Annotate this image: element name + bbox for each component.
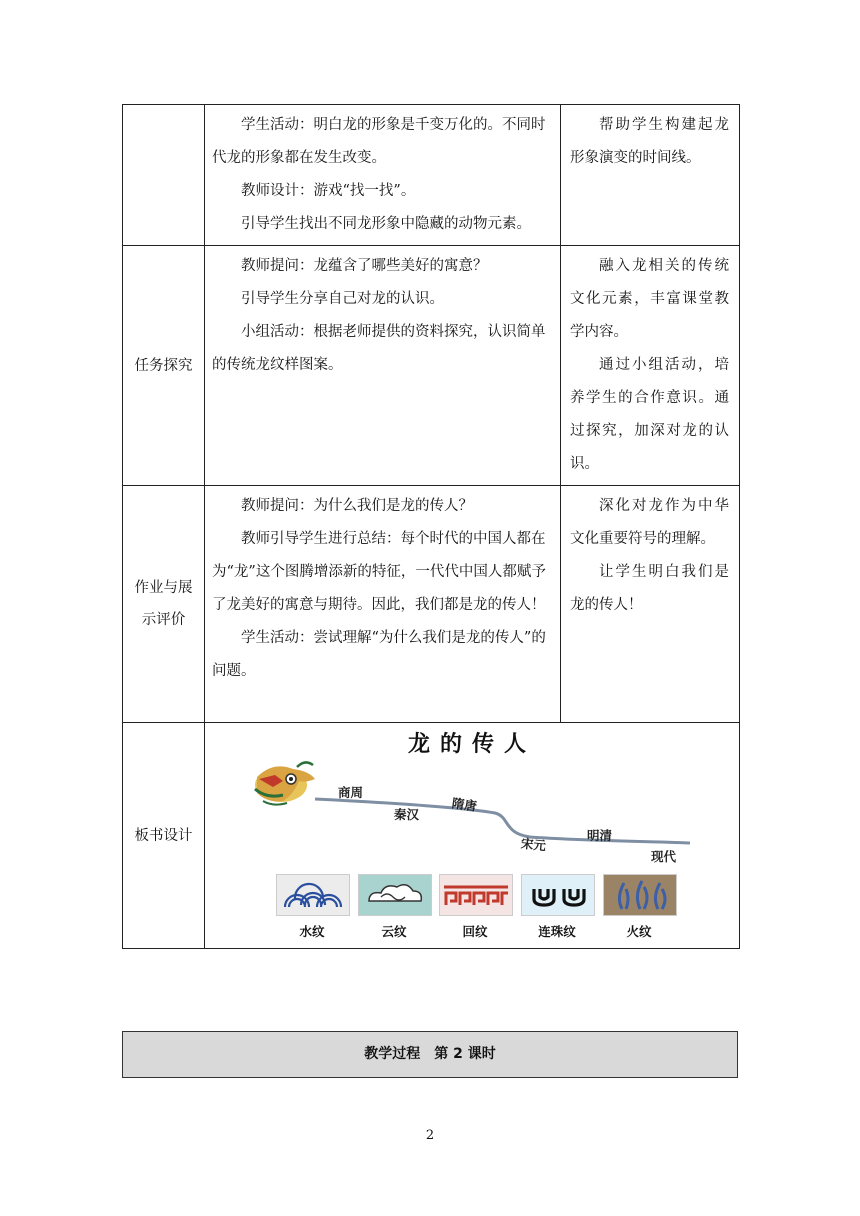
stage-cell: [123, 105, 205, 246]
era-label: 明清: [587, 828, 613, 843]
purpose-cell: [561, 246, 740, 486]
fire-icon: [604, 875, 676, 915]
purpose-text: 深化对龙作为中华文化重要符号的理解。: [570, 498, 729, 547]
stage-label: 板书设计: [134, 827, 193, 844]
activity-text: 引导学生分享自己对龙的认识。: [241, 291, 444, 307]
activity-cell: [205, 486, 561, 723]
cloud-icon: [359, 875, 431, 915]
cloud-pattern-tile: [358, 874, 432, 916]
pattern-caption: 云纹: [381, 924, 407, 939]
bead-pattern-tile: [521, 874, 595, 916]
purpose-text: 帮助学生构建起龙形象演变的时间线。: [570, 117, 729, 166]
board-title: 龙的传人: [407, 732, 536, 757]
stage-label: 任务探究: [134, 357, 193, 374]
board-design: [205, 723, 739, 948]
activity-cell: [205, 105, 561, 246]
activity-cell: [205, 246, 561, 486]
activity-text: 引导学生找出不同龙形象中隐藏的动物元素。: [241, 216, 531, 232]
section-banner: 教学过程 第 2 课时: [122, 1031, 738, 1078]
water-pattern-tile: [276, 874, 350, 916]
era-label: 商周: [338, 785, 364, 800]
bead-icon: [522, 875, 594, 915]
fret-icon: [440, 875, 512, 915]
activity-text: 学生活动：尝试理解“为什么我们是龙的传人”的问题。: [212, 630, 546, 679]
page-number: 2: [425, 1128, 435, 1143]
timeline-curve: [315, 799, 690, 843]
stage-cell: [123, 723, 205, 949]
pattern-caption: 连珠纹: [538, 924, 576, 939]
table-row: [123, 486, 740, 723]
board-design-cell: [205, 723, 740, 949]
era-label: 隋唐: [451, 795, 478, 814]
lesson-table: [122, 104, 740, 949]
fret-pattern-tile: [439, 874, 513, 916]
activity-text: 教师引导学生进行总结：每个时代的中国人都在为“龙”这个图腾增添新的特征，一代代中国人都赋予了龙美好的寓意与期待。因此，我们都是龙的传人！: [212, 531, 546, 613]
water-wave-icon: [277, 875, 349, 915]
activity-text: 教师设计：游戏“找一找”。: [241, 183, 416, 199]
purpose-cell: [561, 486, 740, 723]
era-label: 秦汉: [394, 807, 420, 822]
era-label: 现代: [651, 849, 677, 864]
activity-text: 教师提问：龙蕴含了哪些美好的寓意？: [241, 258, 488, 274]
dragon-head-icon: [255, 762, 315, 804]
stage-cell: [123, 486, 205, 723]
table-row: [123, 105, 740, 246]
fire-pattern-tile: [603, 874, 677, 916]
activity-text: 学生活动：明白龙的形象是千变万化的。不同时代龙的形象都在发生改变。: [212, 117, 546, 166]
pattern-caption: 回纹: [462, 924, 488, 939]
purpose-text: 让学生明白我们是龙的传人！: [570, 564, 729, 613]
stage-cell: [123, 246, 205, 486]
activity-text: 教师提问：为什么我们是龙的传人？: [241, 498, 473, 514]
era-label: 宋元: [520, 835, 547, 854]
pattern-caption: 水纹: [299, 924, 325, 939]
pattern-caption: 火纹: [626, 924, 652, 939]
stage-label: 作业与展: [134, 580, 193, 596]
activity-text: 小组活动：根据老师提供的资料探究，认识简单的传统龙纹样图案。: [212, 324, 546, 373]
purpose-text: 融入龙相关的传统文化元素，丰富课堂教学内容。: [570, 258, 729, 340]
table-row: [123, 723, 740, 949]
purpose-cell: [561, 105, 740, 246]
stage-label: 示评价: [141, 612, 186, 628]
purpose-text: 通过小组活动，培养学生的合作意识。通过探究，加深对龙的认识。: [570, 357, 729, 472]
table-row: [123, 246, 740, 486]
